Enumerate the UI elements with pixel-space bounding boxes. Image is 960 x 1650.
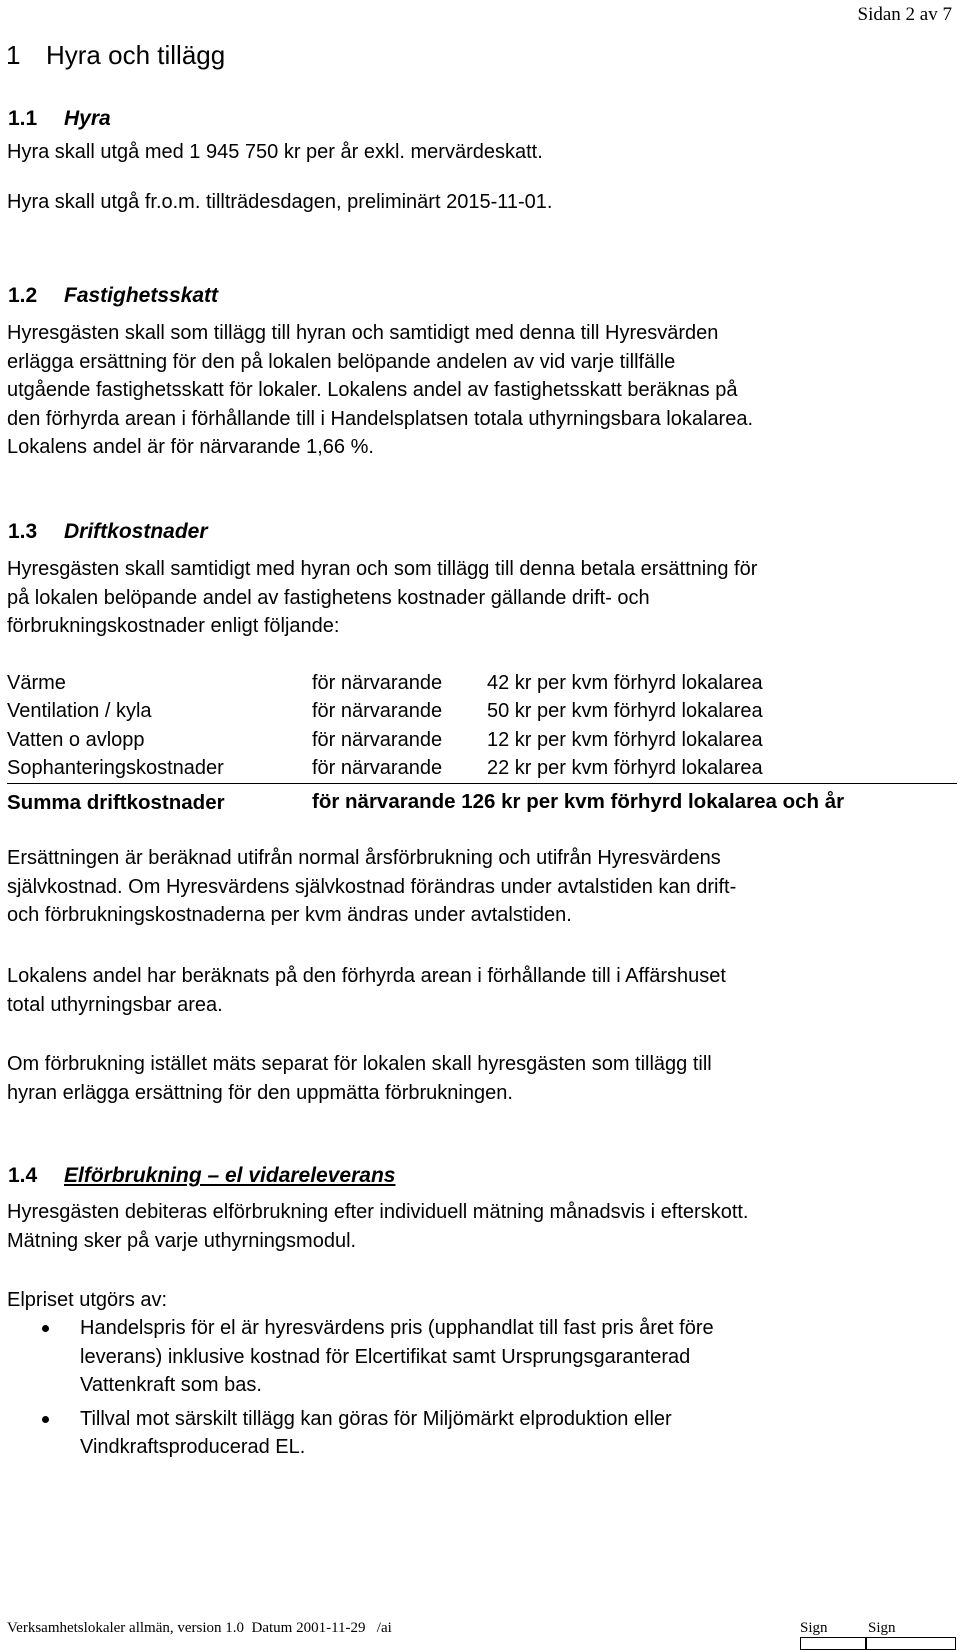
paragraph-line: Vattenkraft som bas. (80, 1374, 262, 1396)
table-row (7, 726, 957, 755)
subsection-number: 1.1 (8, 107, 38, 130)
page-number: Sidan 2 av 7 (857, 4, 952, 25)
bullet-icon (42, 1416, 49, 1423)
cost-basis-paragraph (7, 844, 736, 930)
list-item (0, 1314, 950, 1400)
paragraph-line: Hyresgästen debiteras elförbrukning efter individuell mätning månadsvis i efterskott. (7, 1201, 749, 1223)
area-share-paragraph (7, 962, 726, 1019)
signature-box-2[interactable] (866, 1637, 956, 1650)
subsection-number: 1.2 (8, 284, 38, 307)
subsection-heading-elforbrukning (8, 1164, 395, 1188)
subsection-heading-hyra (8, 107, 111, 131)
subsection-number: 1.3 (8, 520, 38, 543)
paragraph-line: självkostnad. Om Hyresvärdens självkostnad förändras under avtalstiden kan drift- (7, 875, 737, 898)
paragraph-line: total uthyrningsbar area. (7, 993, 223, 1016)
paragraph-line: Om förbrukning istället mäts separat för lokalen skall hyresgästen som tillägg till (7, 1053, 712, 1075)
electricity-price-label: Elpriset utgörs av: (7, 1289, 168, 1311)
cost-item: Värme (7, 671, 66, 694)
subsection-number: 1.4 (8, 1164, 38, 1187)
electricity-billing-paragraph (7, 1198, 748, 1255)
paragraph-line: erlägga ersättning för den på lokalen belöpande andelen av vid varje tillfälle (7, 350, 676, 373)
footer-text: Verksamhetslokaler allmän, version 1.0 Datum 2001-11-29 /ai (7, 1620, 392, 1636)
rent-amount-paragraph: Hyra skall utgå med 1 945 750 kr per år exkl. mervärdeskatt. (7, 141, 543, 163)
section-number: 1 (6, 40, 21, 70)
total-label: Summa driftkostnader (7, 784, 312, 821)
rent-start-paragraph: Hyra skall utgå fr.o.m. tillträdesdagen, preliminärt 2015-11-01. (7, 191, 553, 213)
paragraph-line: Hyresgästen skall samtidigt med hyran och som tillägg till denna betala ersättning för (7, 558, 758, 580)
section-title: Hyra och tillägg (46, 40, 226, 70)
cost-prefix: för närvarande (312, 671, 443, 694)
cost-prefix: för närvarande (312, 757, 443, 780)
cost-amount: 12 kr per kvm förhyrd lokalarea (487, 728, 763, 751)
total-row (7, 784, 957, 821)
subsection-title: Driftkostnader (64, 520, 208, 543)
paragraph-line: Vindkraftsproducerad EL. (80, 1436, 306, 1458)
paragraph-line: Handelspris för el är hyresvärdens pris (upphandlat till fast pris året före (80, 1317, 714, 1339)
paragraph-line: Mätning sker på varje uthyrningsmodul. (7, 1229, 357, 1252)
paragraph-line: Lokalens andel har beräknats på den förhyrda arean i förhållande till i Affärshuset (7, 965, 726, 987)
cost-prefix: för närvarande (312, 700, 443, 723)
section-heading-1 (6, 40, 225, 71)
sign-label-2: Sign (868, 1620, 896, 1636)
paragraph-line: utgående fastighetsskatt för lokaler. Lokalens andel av fastighetsskatt beräknas på (7, 379, 738, 401)
paragraph-line: den förhyrda arean i förhållande till i Handelsplatsen totala uthyrningsbara lokalarea. (7, 407, 754, 430)
electricity-price-list (0, 1314, 950, 1467)
list-item (0, 1405, 950, 1462)
cost-amount: 50 kr per kvm förhyrd lokalarea (487, 700, 763, 723)
cost-amount: 22 kr per kvm förhyrd lokalarea (487, 757, 763, 780)
paragraph-line: Tillval mot särskilt tillägg kan göras för Miljömärkt elproduktion eller (80, 1407, 672, 1430)
signature-box-1[interactable] (800, 1637, 866, 1650)
cost-amount: 42 kr per kvm förhyrd lokalarea (487, 671, 763, 694)
paragraph-line: och förbrukningskostnaderna per kvm ändras under avtalstiden. (7, 904, 572, 926)
table-row (7, 698, 957, 727)
subsection-title: Hyra (64, 107, 111, 130)
cost-prefix: för närvarande (312, 728, 443, 751)
cost-item: Ventilation / kyla (7, 700, 152, 723)
paragraph-line: förbrukningskostnader enligt följande: (7, 615, 340, 637)
bullet-icon (42, 1325, 49, 1332)
cost-item: Sophanteringskostnader (7, 757, 224, 780)
paragraph-line: leverans) inklusive kostnad för Elcertifikat samt Ursprungsgaranterad (80, 1345, 691, 1368)
sign-label-1: Sign (800, 1620, 828, 1636)
subsection-heading-driftkostnader (8, 520, 208, 544)
subsection-heading-fastighetsskatt (8, 284, 218, 308)
property-tax-paragraph (7, 319, 753, 462)
paragraph-line: Hyresgästen skall som tillägg till hyran och samtidigt med denna till Hyresvärden (7, 322, 719, 344)
paragraph-line: hyran erlägga ersättning för den uppmätta förbrukningen. (7, 1081, 513, 1104)
subsection-title: Elförbrukning – el vidareleverans (64, 1164, 396, 1187)
separate-metering-paragraph (7, 1050, 712, 1107)
subsection-title: Fastighetsskatt (64, 284, 219, 307)
cost-item: Vatten o avlopp (7, 728, 145, 751)
table-row (7, 669, 957, 698)
operating-costs-intro (7, 555, 757, 641)
paragraph-line: på lokalen belöpande andel av fastighetens kostnader gällande drift- och (7, 586, 650, 609)
paragraph-line: Lokalens andel är för närvarande 1,66 %. (7, 436, 374, 458)
total-amount: för närvarande 126 kr per kvm förhyrd lokalarea och år (312, 784, 957, 821)
paragraph-line: Ersättningen är beräknad utifrån normal årsförbrukning och utifrån Hyresvärdens (7, 847, 721, 869)
operating-costs-table (7, 669, 957, 820)
table-row (7, 755, 957, 784)
